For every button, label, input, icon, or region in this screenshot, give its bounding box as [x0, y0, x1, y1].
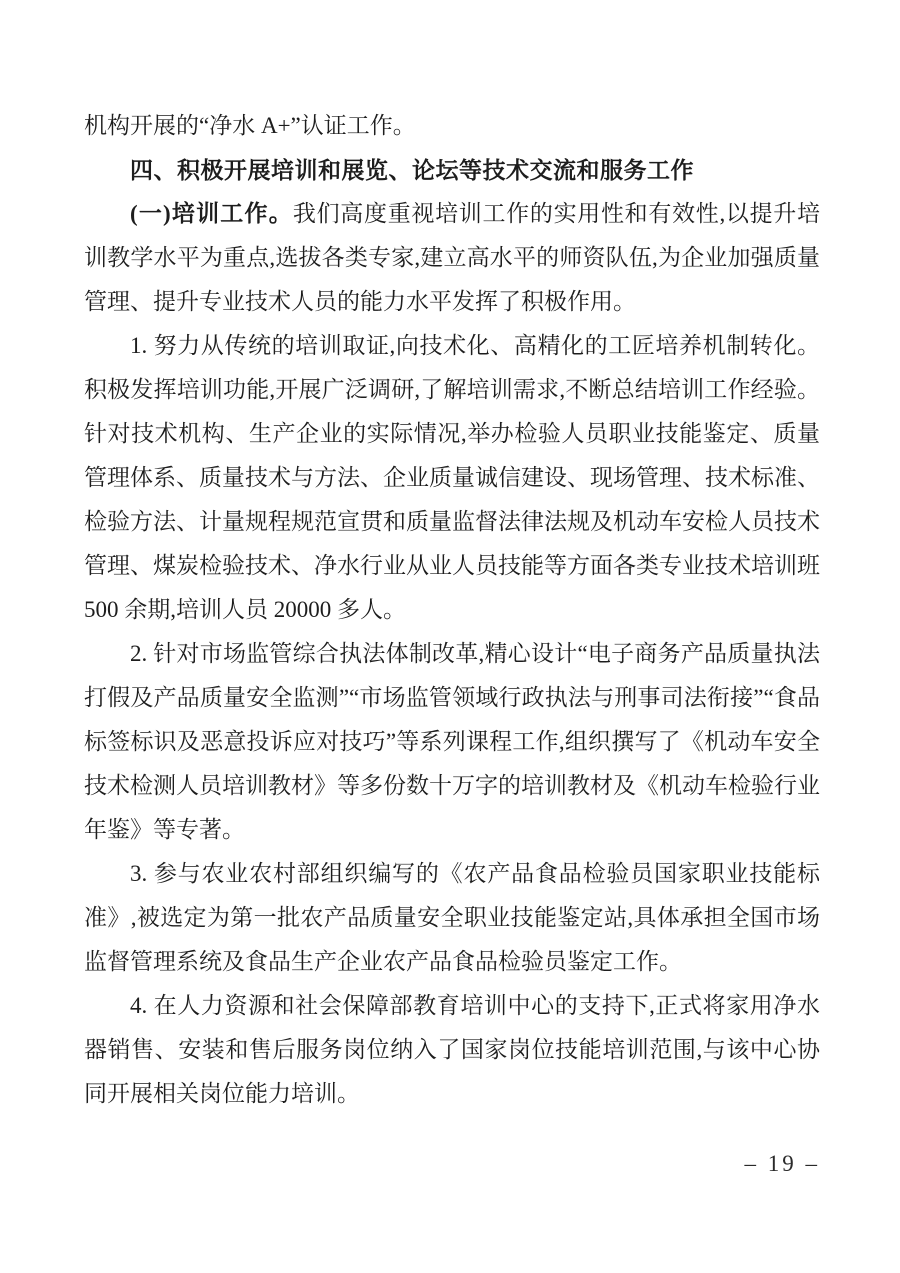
text-content: [84, 104, 820, 1116]
subsection-paragraph: [84, 192, 820, 324]
numbered-paragraph-3: 3. 参与农业农村部组织编写的《农产品食品检验员国家职业技能标准》,被选定为第一批农产品质量安全职业技能鉴定站,具体承担全国市场监督管理系统及食品生产企业农产品食品检验员鉴定工作。: [84, 861, 820, 974]
numbered-paragraph-1: 1. 努力从传统的培训取证,向技术化、高精化的工匠培养机制转化。积极发挥培训功能,开展广泛调研,了解培训需求,不断总结培训工作经验。针对技术机构、生产企业的实际情况,举办检验人员职业技能鉴定、质量管理体系、质量技术与方法、企业质量诚信建设、现场管理、技术标准、检验方法、计量规程规范宣贯和质量监督法律法规及机动车安检人员技术管理、煤炭检验技术、净水行业从业人员技能等方面各类专业技术培训班 500 余期,培训人员 20000 多人。: [84, 333, 820, 622]
numbered-paragraph-2: 2. 针对市场监管综合执法体制改革,精心设计“电子商务产品质量执法打假及产品质量安全监测”“市场监管领域行政执法与刑事司法衔接”“食品标签标识及恶意投诉应对技巧”等系列课程工作,组织撰写了《机动车安全技术检测人员培训教材》等多份数十万字的培训教材及《机动车检验行业年鉴》等专著。: [84, 641, 820, 842]
subsection-lead: (一)培训工作。: [130, 201, 293, 226]
subsection-text: 我们高度重视培训工作的实用性和有效性,以提升培训教学水平为重点,选拔各类专家,建立高水平的师资队伍,为企业加强质量管理、提升专业技术人员的能力水平发挥了积极作用。: [84, 201, 820, 314]
page-number: – 19 –: [744, 1151, 820, 1176]
numbered-paragraph-4: 4. 在人力资源和社会保障部教育培训中心的支持下,正式将家用净水器销售、安装和售后服务岗位纳入了国家岗位技能培训范围,与该中心协同开展相关岗位能力培训。: [84, 993, 820, 1106]
section-heading: 四、积极开展培训和展览、论坛等技术交流和服务工作: [130, 157, 694, 183]
continued-paragraph: 机构开展的“净水 A+”认证工作。: [84, 113, 416, 138]
